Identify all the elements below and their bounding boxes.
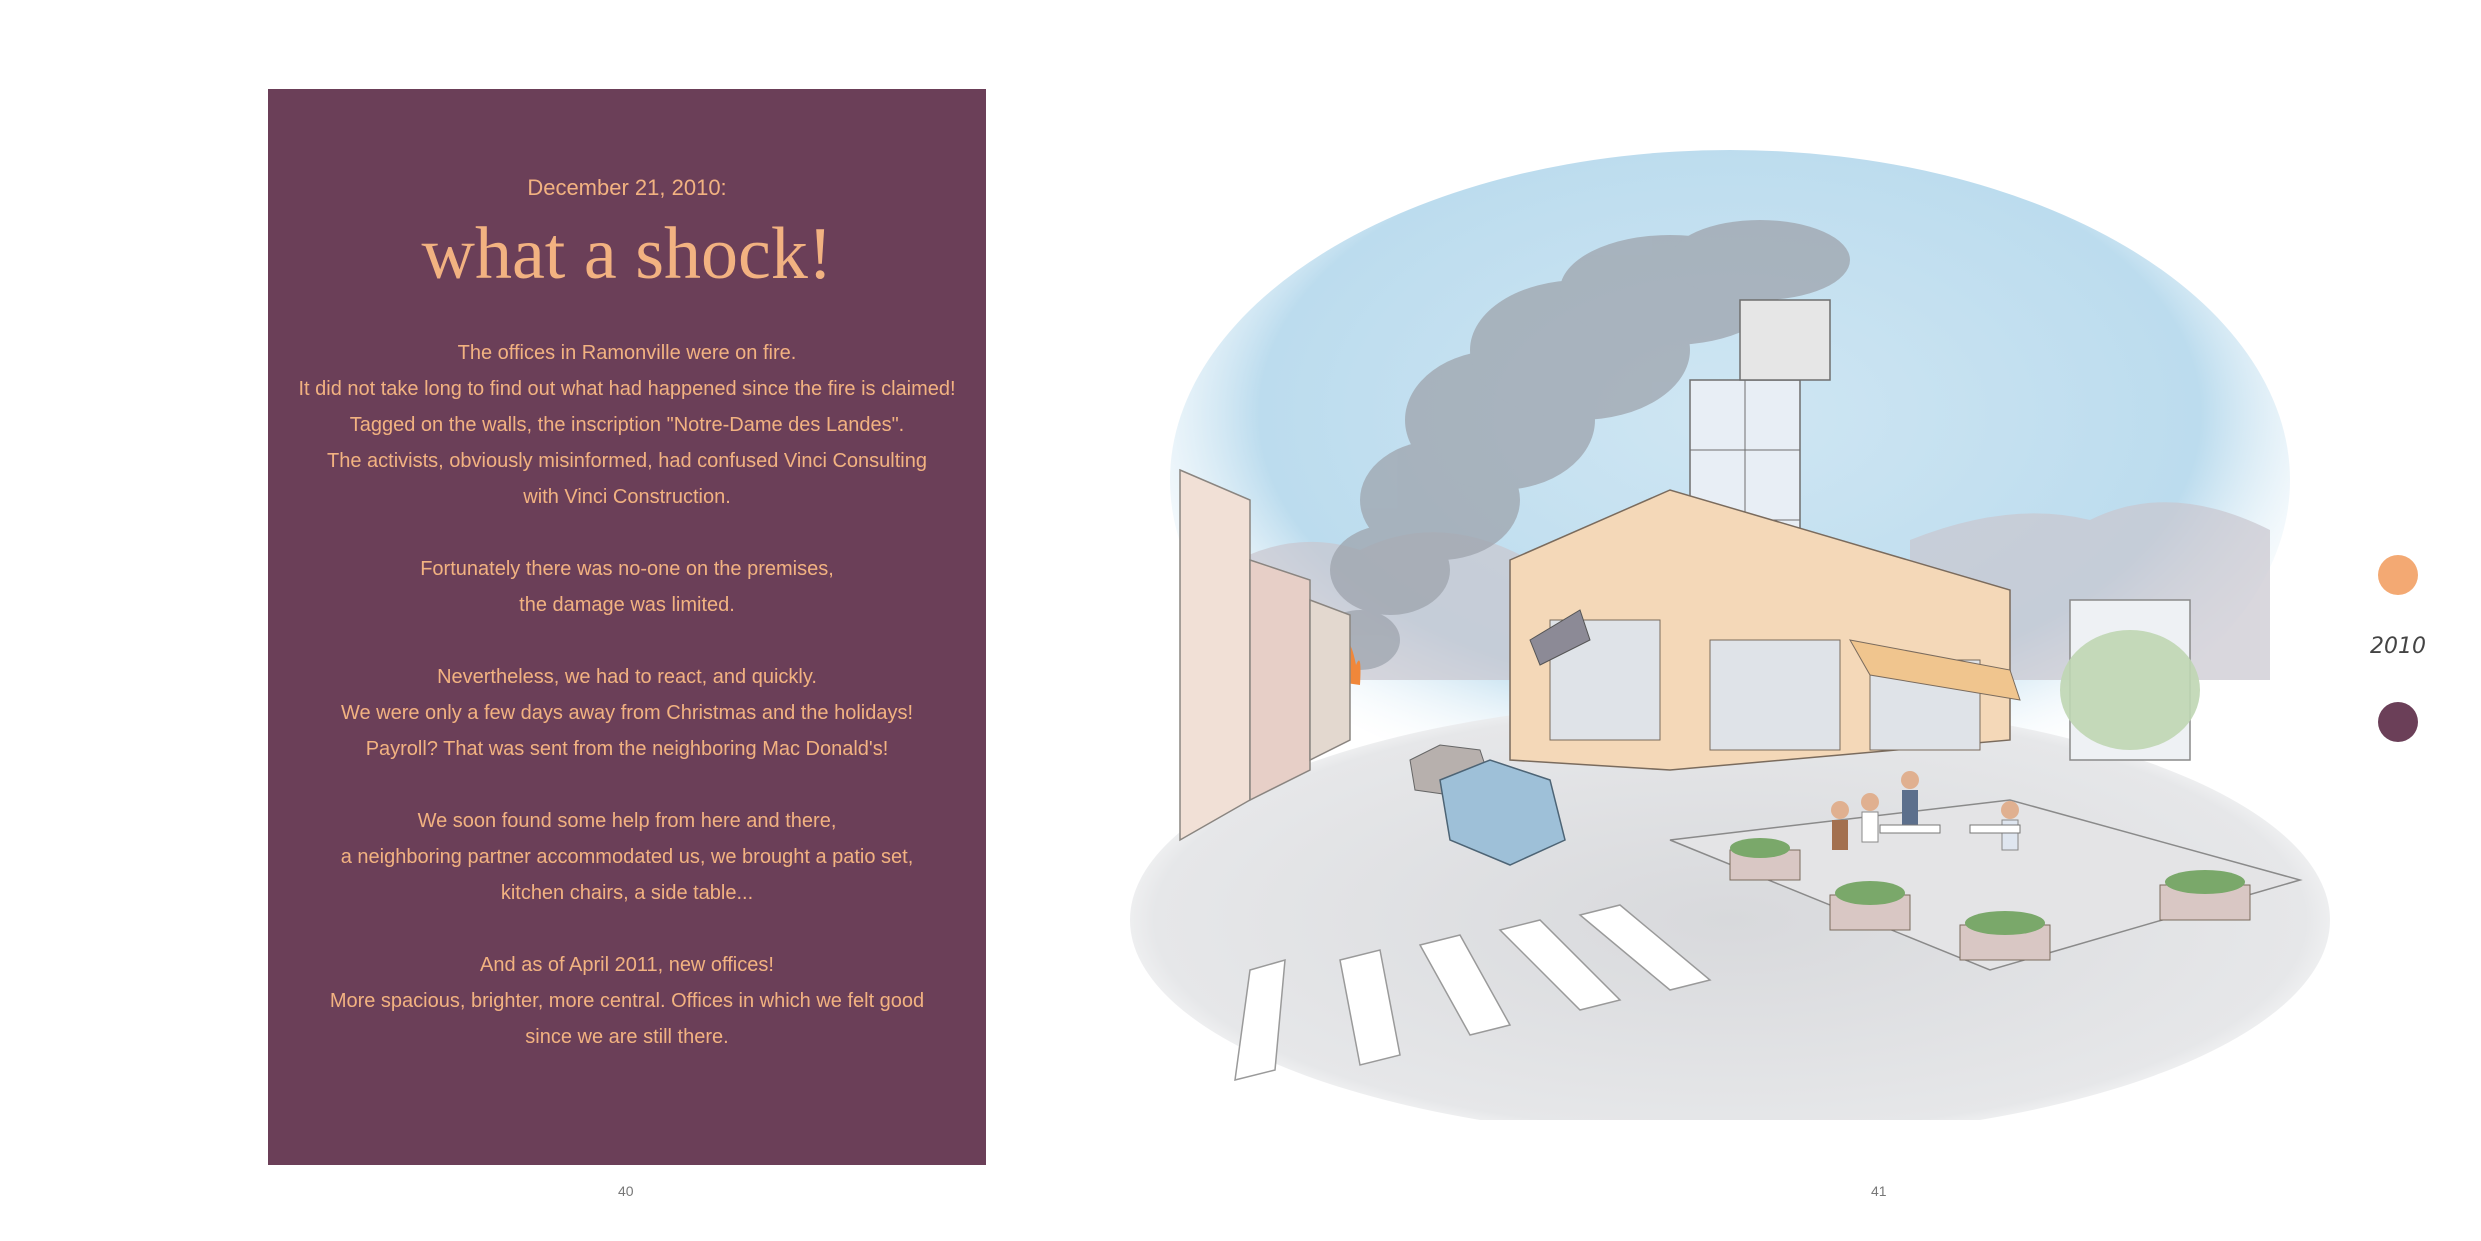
timeline-dot-bottom [2378,702,2418,742]
text-line: kitchen chairs, a side table... [500,882,754,904]
paragraph [288,947,966,1055]
text-line: Fortunately there was no-one on the premises, [420,558,834,580]
text-line: since we are still there. [525,1026,729,1048]
text-line: with Vinci Construction. [523,486,731,508]
paragraph [288,803,966,911]
text-line: The activists, obviously misinformed, had confused Vinci Consulting [327,450,927,472]
street-fire-illustration [1110,120,2330,1120]
paragraph [288,335,966,515]
text-panel [268,89,986,1165]
text-line: Tagged on the walls, the inscription "Notre-Dame des Landes". [349,414,905,436]
page-title: what a shock! [421,213,833,295]
paragraph [288,659,966,767]
tree [2060,630,2200,750]
story-text [288,335,966,1091]
timeline-marker [2352,550,2442,750]
page-number-right: 41 [1871,1183,1887,1199]
timeline-dot-top [2378,555,2418,595]
text-line: Nevertheless, we had to react, and quickly. [437,666,817,688]
text-line: We soon found some help from here and there, [417,810,837,832]
text-line: And as of April 2011, new offices! [480,954,774,976]
text-line: It did not take long to find out what had happened since the fire is claimed! [298,378,956,400]
date-heading: December 21, 2010: [527,175,727,200]
text-line: More spacious, brighter, more central. Offices in which we felt good [329,990,925,1012]
text-line: We were only a few days away from Christmas and the holidays! [340,702,914,724]
timeline-year: 2010 [2370,634,2426,659]
page-number-left: 40 [618,1183,634,1199]
text-line: The offices in Ramonville were on fire. [457,342,797,364]
paragraph [288,551,966,623]
text-line: Payroll? That was sent from the neighboring Mac Donald's! [365,738,889,760]
text-line: the damage was limited. [519,594,735,616]
text-line: a neighboring partner accommodated us, we brought a patio set, [340,846,914,868]
